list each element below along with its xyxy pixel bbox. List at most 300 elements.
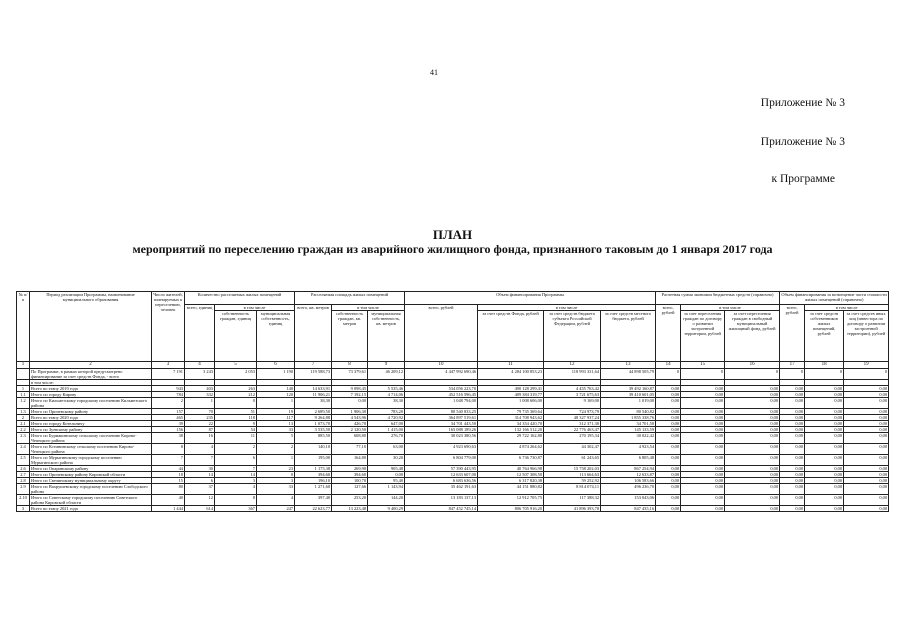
value-cell: 38 [152,433,185,444]
row-name-cell: Всего по этапу 2019 года [30,386,152,392]
header-calc-a: за счет переселения граждан по договору о развитии застроенной территории, рублей [681,311,725,362]
value-cell: 39 492 160,87 [601,386,656,392]
value-cell: 0,00 [681,484,725,495]
value-cell: 0,00 [805,472,844,478]
value-cell: 4 447 992 690,46 [405,369,478,380]
value-cell: 144,20 [368,495,405,506]
value-cell: 40 764 966,98 [478,466,544,472]
header-people: Число жителей, планируемых к переселению, человек [152,292,185,362]
column-number: 15 [681,362,725,369]
value-cell: 22 776 463,47 [544,427,601,433]
value-cell: 0,00 [681,409,725,415]
header-area-total: всего, кв. метров [295,305,332,362]
value-cell: 38,30 [368,398,405,409]
value-cell: 847 452 745,14 [405,506,478,512]
value-cell: 0,00 [725,506,780,512]
value-cell: 0,00 [780,478,805,484]
value-cell: 885,50 [295,433,332,444]
value-cell: 0,00 [805,427,844,433]
value-cell: 15 [152,478,185,484]
value-cell: 0,00 [725,478,780,484]
column-number: 3 [152,362,185,369]
value-cell: 6 [185,478,215,484]
value-cell: 164,80 [332,455,368,466]
value-cell: 156 [152,427,185,433]
value-cell: 724 973,79 [544,409,601,415]
header-calc-b: за счет переселения граждан в свободный муниципальный жилищный фонд, рублей [725,311,780,362]
value-cell: 806 705 916,20 [478,506,544,512]
column-number: 6 [257,362,295,369]
value-cell: 3 [215,478,257,484]
plan-table [16,291,889,512]
value-cell: 59 252,92 [544,478,601,484]
value-cell: 140 [257,386,295,392]
value-cell: 4 [215,484,257,495]
value-cell: 403 [185,386,215,392]
value-cell: 247 [257,506,295,512]
header-rooms-incl: в том числе [215,305,295,311]
value-cell: 0,00 [805,455,844,466]
value-cell: 0,00 [681,421,725,427]
value-cell: 3 243 [185,369,215,380]
value-cell: 465 [152,415,185,421]
value-cell: 394,60 [295,472,332,478]
value-cell: 0 [656,369,681,380]
value-cell: 7 [185,455,215,466]
value-cell: 0,00 [805,415,844,421]
value-cell: 4 720,92 [368,415,405,421]
table-row [17,484,889,495]
column-number: 2 [30,362,152,369]
value-cell: 95,40 [368,478,405,484]
row-name-cell: Итого по городу Котельничу [30,421,152,427]
header-savings-group: Расчетная сумма экономии бюджетных средств (справочно) [656,292,780,305]
header-area-group: Расселяемая площадь жилых помещений [295,292,405,305]
column-number: 18 [805,362,844,369]
value-cell: 0,00 [681,386,725,392]
value-cell: 0,00 [368,472,405,478]
value-cell: 905,48 [368,466,405,472]
column-number: 4 [185,362,215,369]
value-cell: 15 758 202,03 [544,466,601,472]
value-cell: 12 633,87 [601,472,656,478]
value-cell: 0,00 [725,433,780,444]
value-cell: 0,00 [656,478,681,484]
value-cell: 0,00 [780,427,805,433]
header-fin-incl: в том числе [478,305,656,311]
value-cell: 0,00 [681,415,725,421]
value-cell: 117 388,32 [544,495,601,506]
value-cell: 4 [257,495,295,506]
value-cell: 1 906,30 [332,409,368,415]
value-cell: 0,00 [780,392,805,398]
row-name-cell: Итого по Бурмакинскому сельскому поселению Кирово-Чепецкого района [30,433,152,444]
value-cell: 1 019,00 [601,398,656,409]
value-cell: 0,00 [805,398,844,409]
value-cell: 0,00 [656,495,681,506]
value-cell: 1 175,38 [295,466,332,472]
value-cell: 0,00 [681,427,725,433]
value-cell: 4 923 690,63 [405,444,478,455]
value-cell: 0,00 [656,386,681,392]
row-number-cell: 2.8 [17,478,30,484]
value-cell: 73 379,61 [332,369,368,380]
table-row [17,433,889,444]
value-cell: 2 [215,444,257,455]
value-cell: 0,00 [656,415,681,421]
value-cell: 87 [185,427,215,433]
value-cell: 0,00 [656,398,681,409]
value-cell: 4 [185,444,215,455]
column-number: 5 [215,362,257,369]
value-cell: 9 400,29 [368,506,405,512]
value-cell: 38,30 [295,398,332,409]
value-cell: 4 714,06 [368,392,405,398]
value-cell: 4 455 763,42 [544,386,601,392]
value-cell: 33 [257,484,295,495]
value-cell: 34 701 443,50 [405,421,478,427]
value-cell: 0,00 [844,421,889,427]
row-name-cell: Итого по Оричевскому району [30,409,152,415]
value-cell: 100,70 [332,478,368,484]
value-cell: 0,00 [681,444,725,455]
value-cell: 0,00 [681,495,725,506]
value-cell: 14 633,91 [295,386,332,392]
document-subtitle: мероприятий по переселению граждан из аварийного жилищного фонда, признанного таковым до 1 января 2017 года [132,242,773,256]
value-cell: 30 023 380,56 [405,433,478,444]
value-cell: 312 371,30 [544,421,601,427]
value-cell: 1 [257,398,295,409]
value-cell: 44 898 505,79 [601,369,656,380]
value-cell: 0,00 [844,392,889,398]
value-cell: 106 583,66 [601,478,656,484]
row-name-cell: Итого по Кильмезскому городскому поселению Кильмезского района [30,398,152,409]
value-cell: 0,00 [805,484,844,495]
value-cell: 6 736 730,87 [478,455,544,466]
value-cell: 0,00 [681,472,725,478]
value-cell: 2 [152,398,185,409]
value-cell: 0 [257,472,295,478]
value-cell: 0 [844,369,889,380]
value-cell: 113 664,63 [544,472,601,478]
value-cell: 614 [185,506,215,512]
value-cell: 0,00 [332,398,368,409]
value-cell: 364 897 519,61 [405,415,478,421]
value-cell: 2 120,50 [332,427,368,433]
value-cell: 0,00 [681,466,725,472]
row-number-cell: 1 [17,386,30,392]
value-cell: 14 [185,472,215,478]
value-cell: 118 [215,415,257,421]
value-cell: 22 623,77 [295,506,332,512]
table-row [17,369,889,380]
row-name-cell: Итого по Оричевскому району Кировской области [30,472,152,478]
value-cell: 608,80 [332,433,368,444]
value-cell: 276,70 [368,433,405,444]
row-number-cell [17,369,30,380]
table-row [17,398,889,409]
value-cell: 16 [185,433,215,444]
value-cell: 0,00 [780,506,805,512]
value-cell: 0,00 [780,444,805,455]
value-cell: 452 516 596,45 [405,392,478,398]
column-number: 17 [780,362,805,369]
value-cell: 4 543,96 [332,415,368,421]
value-cell: 0,00 [780,455,805,466]
value-cell: 2 [257,444,295,455]
value-cell: 57 390 443,95 [405,466,478,472]
header-calc-incl: в том числе [681,305,780,311]
value-cell: 11 906,21 [295,392,332,398]
value-cell: 0,00 [656,427,681,433]
value-cell: 235 [185,415,215,421]
value-cell: 4 284 100 853,23 [478,369,544,380]
value-cell: 145 133,59 [601,427,656,433]
value-cell: 0,00 [805,506,844,512]
value-cell: 0,00 [725,398,780,409]
value-cell: 9 098,45 [332,386,368,392]
value-cell: 44 151 880,82 [478,484,544,495]
row-name-cell: Всего по этапу 2021 года [30,506,152,512]
value-cell: 0,00 [681,506,725,512]
value-cell: 1 048 794,00 [405,398,478,409]
row-number-cell: 1.1 [17,392,30,398]
value-cell: 6 804 779,00 [405,455,478,466]
value-cell: 13 223,48 [332,506,368,512]
value-cell: 253,20 [332,495,368,506]
value-cell: 0,00 [805,386,844,392]
value-cell: 0,00 [844,472,889,478]
value-cell: 867 254,94 [601,466,656,472]
value-cell: 6 683 636,56 [405,478,478,484]
value-cell: 54 [215,427,257,433]
value-cell: 0,00 [725,466,780,472]
page-number: 41 [430,68,438,77]
value-cell: 7 [152,455,185,466]
value-cell: 0,00 [780,415,805,421]
value-cell: 4 874 264,62 [478,444,544,455]
header-fin-total: всего, рублей [405,305,478,362]
row-name-cell: Итого по Советскому городскому поселению Советского района Кировской области [30,495,152,506]
value-cell: 13 183 137,13 [405,495,478,506]
value-cell: 80 540,82 [601,409,656,415]
value-cell: 5 535,46 [368,386,405,392]
value-cell: 0,00 [725,495,780,506]
value-cell: 8 814 074,11 [544,484,601,495]
value-cell: 11 [215,433,257,444]
value-cell: 0,00 [656,466,681,472]
value-cell: 44 [152,466,185,472]
header-name: Период реализации Программы, наименование муниципального образования [30,292,152,362]
column-number: 10 [405,362,478,369]
value-cell: 12 [185,495,215,506]
value-cell: 0,00 [725,472,780,478]
value-cell: 79 735 369,64 [478,409,544,415]
value-cell: 3 721 675,63 [544,392,601,398]
header-extra-incl: в том числе [805,305,889,311]
value-cell: 0 [805,369,844,380]
appendix-line-3: к Программе [771,173,835,185]
value-cell: 127,66 [332,484,368,495]
value-cell: 132 166 512,20 [478,427,544,433]
row-number-cell: 2.2 [17,427,30,433]
column-number: 7 [295,362,332,369]
value-cell: 120 [257,392,295,398]
value-cell: 409 384 319,77 [478,392,544,398]
value-cell: 0,00 [656,444,681,455]
value-cell: 1 444 [152,506,185,512]
value-cell: 0,00 [725,427,780,433]
value-cell: 0,00 [725,409,780,415]
column-number: 12 [544,362,601,369]
value-cell: 0 [681,369,725,380]
header-extra-b: за счет средств иных лиц (инвестора по договору о развитии застроенной территории), рублей [844,311,889,362]
value-cell: 1 415,00 [368,427,405,433]
row-number-cell: 2.3 [17,433,30,444]
value-cell: 18 [152,472,185,478]
header-extra-total: всего, рублей [780,305,805,362]
value-cell: 35 462 191,63 [405,484,478,495]
value-cell: 1 [257,455,295,466]
row-name-cell: Итого по Мурыгинскому городскому поселению Мурыгинского района [30,455,152,466]
value-cell: 7 191 [152,369,185,380]
value-cell: 29 722 162,80 [478,433,544,444]
value-cell: 39 [152,421,185,427]
value-cell: 647,00 [368,421,405,427]
value-cell: 6 [215,455,257,466]
value-cell: 367 [215,506,257,512]
value-cell: 14 [215,472,257,478]
table-row [17,506,889,512]
row-number-cell: 2.5 [17,455,30,466]
value-cell: 0,00 [725,415,780,421]
value-cell: 0,00 [844,478,889,484]
value-cell: 394,60 [332,472,368,478]
value-cell: 80 [152,484,185,495]
value-cell: 1 190 [257,369,295,380]
value-cell: 0,00 [805,444,844,455]
value-cell: 0,00 [780,433,805,444]
value-cell: 0,00 [780,484,805,495]
value-cell: 0,00 [725,455,780,466]
value-cell: 0,00 [780,386,805,392]
header-rooms-total: всего, единиц [185,305,215,362]
value-cell: 63,00 [368,444,405,455]
value-cell: 8 [215,495,257,506]
value-cell: 0,00 [844,415,889,421]
row-name-cell: Итого по Опаринскому району [30,466,152,472]
value-cell: 6 317 820,38 [478,478,544,484]
table-body [17,369,889,512]
value-cell: 12 912 705,75 [478,495,544,506]
value-cell: 13 [257,421,295,427]
value-cell: 0,00 [844,484,889,495]
row-name-cell: Итого по Свечинскому муниципальному округу [30,478,152,484]
value-cell: 0 [725,369,780,380]
header-rooms-mun: муниципальная собственность, единиц [257,311,295,362]
value-cell: 0,00 [681,392,725,398]
value-cell: 0,00 [725,444,780,455]
value-cell: 9 264,88 [295,415,332,421]
value-cell: 490 128 299,41 [478,386,544,392]
value-cell: 37 [185,484,215,495]
column-number: 9 [368,362,405,369]
value-cell: 3 535,50 [295,427,332,433]
column-number-row [17,362,889,369]
value-cell: 0,00 [844,409,889,415]
value-cell: 118 993 331,64 [544,369,601,380]
value-cell: 0,00 [681,478,725,484]
value-cell: 0,00 [725,386,780,392]
value-cell: 39 410 601,05 [601,392,656,398]
value-cell: 0,00 [844,444,889,455]
value-cell: 33 [257,427,295,433]
value-cell: 1 008 606,00 [478,398,544,409]
table-row [17,455,889,466]
value-cell: 0,00 [656,421,681,427]
value-cell: 0,00 [780,472,805,478]
row-number-cell: 2.4 [17,444,30,455]
value-cell: 12 633 607,00 [405,472,478,478]
value-cell: 30 [185,466,215,472]
value-cell: 3 [257,478,295,484]
value-cell: 0,00 [844,455,889,466]
column-number: 11 [478,362,544,369]
value-cell: 9 169,00 [544,398,601,409]
value-cell: 0,00 [656,506,681,512]
value-cell: 0 [215,398,257,409]
row-number-cell: 2.1 [17,421,30,427]
header-extra-a: за счет средств собственников жилых помещений, рублей [805,311,844,362]
row-name-cell: Итого по Кстининскому сельскому поселению Кирово-Чепецкого района [30,444,152,455]
value-cell: 212 [215,392,257,398]
row-name-cell: Всего по этапу 2020 года [30,415,152,421]
value-cell: 534 056 223,70 [405,386,478,392]
header-fin-fund: за счет средств Фонда, рублей [478,311,544,362]
value-cell: 7 [215,466,257,472]
row-number-cell: 2.7 [17,472,30,478]
header-rooms-own: собственность граждан, единиц [215,311,257,362]
column-number: 14 [656,362,681,369]
value-cell: 153 043,06 [601,495,656,506]
row-name-cell: в том числе: [30,380,152,386]
row-number-cell: 1.2 [17,398,30,409]
row-name-cell: Итого по Зуевскому району [30,427,152,433]
header-area-mun: муниципальная собственность, кв. метров [368,311,405,362]
value-cell: 9 [215,421,257,427]
value-cell: 397,40 [295,495,332,506]
value-cell: 2 689,50 [295,409,332,415]
value-cell: 0,00 [656,484,681,495]
value-cell: 0,00 [681,455,725,466]
value-cell: 7 192,15 [332,392,368,398]
header-no: № п/п [17,292,30,362]
value-cell: 1 143,94 [368,484,405,495]
appendix-line-2: Приложение № 3 [760,136,845,148]
value-cell: 0,00 [656,433,681,444]
value-cell: 1 271,60 [295,484,332,495]
value-cell: 23 [257,466,295,472]
value-cell: 30 022,42 [601,433,656,444]
row-number-cell: 1.3 [17,409,30,415]
value-cell: 5 [257,433,295,444]
value-cell: 0,00 [656,472,681,478]
value-cell: 0,00 [681,398,725,409]
value-cell: 0,00 [656,409,681,415]
value-cell: 314 708 943,62 [478,415,544,421]
value-cell: 0,00 [780,466,805,472]
header-area-incl: в том числе [332,305,405,311]
